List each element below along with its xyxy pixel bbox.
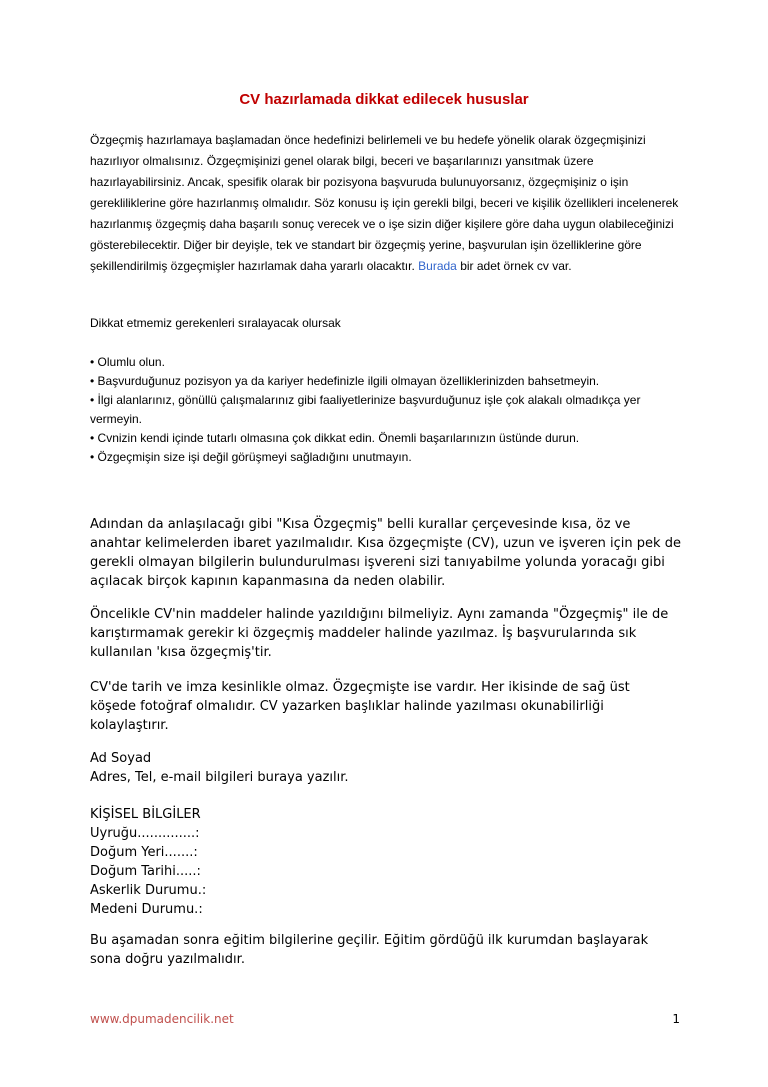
page-number: 1 [672,1012,680,1026]
intro-text: Özgeçmiş hazırlamaya başlamadan önce hedefinizi belirlemeli ve bu hedefe yönelik olarak özgeçmişinizi hazırlıyor olmalısınız. Özgeçmişinizi genel olarak bilgi, beceri ve başarılarınızı yansıtmak üzere hazırlayabilirsiniz. Ancak, spesifik olarak bir pozisyona başvuruda bulunuyorsanız, özgeçmişiniz o işin gerekliliklerine göre hazırlanmış olmalıdır. Söz konusu iş için gerekli bilgi, beceri ve kişilik özellikleri incelenerek hazırlanmış özgeçmiş daha başarılı sonuç verecek ve o işe sizin diğer kişilere göre daha uygun olabileceğinizi gösterebilecektir. Diğer bir deyişle, tek ve standart bir özgeçmiş yerine, başvurulan işin özelliklerine göre şekillendirilmiş özgeçmişler hazırlamak daha yararlı olacaktır. [90,133,679,273]
personal-field-birthplace: Doğum Yeri.......: [90,845,198,860]
personal-field-marital: Medeni Durumu.: [90,902,203,917]
page-title: CV hazırlamada dikkat edilecek hususlar [239,91,529,108]
intro-paragraph [90,130,690,277]
example-cv-link[interactable]: Burada [418,259,457,273]
personal-field-military: Askerlik Durumu.: [90,883,207,898]
list-intro: Dikkat etmemiz gerekenleri sıralayacak olursak [90,316,341,330]
list-item: • Olumlu olun. [90,355,165,369]
contact-details: Adres, Tel, e-mail bilgileri buraya yazılır. [90,770,349,785]
personal-field-birthdate: Doğum Tarihi.....: [90,864,201,879]
intro-text-after-link: bir adet örnek cv var. [460,259,572,273]
personal-field-nationality: Uyruğu..............: [90,826,200,841]
contact-name: Ad Soyad [90,751,152,766]
tips-list [90,353,690,467]
list-item: • İlgi alanlarınız, gönüllü çalışmalarınız gibi faaliyetlerinize başvurduğunuz işle çok alakalı olmadıkça yer vermeyin. [90,393,641,426]
paragraph-date-signature: CV'de tarih ve imza kesinlikle olmaz. Özgeçmişte ise vardır. Her ikisinde de sağ üst köşede fotoğraf olmalıdır. CV yazarken başlıklar halinde yazılması okunabilirliği kolaylaştırır. [90,680,630,733]
personal-info-block [90,805,690,919]
personal-info-heading: KİŞİSEL BİLGİLER [90,807,201,822]
contact-block [90,749,690,787]
paragraph-cv-format: Öncelikle CV'nin maddeler halinde yazıldığını bilmeliyiz. Aynı zamanda "Özgeçmiş" ile de karıştırmamak gerekir ki özgeçmiş maddeler halinde yazılmaz. İş başvurularında sık kullanılan 'kısa özgeçmiş'tir. [90,607,669,660]
paragraph-short-cv: Adından da anlaşılacağı gibi "Kısa Özgeçmiş" belli kurallar çerçevesinde kısa, öz ve anahtar kelimelerden ibaret yazılmalıdır. Kısa özgeçmişte (CV), uzun ve işveren için pek de gerekli olmayan bilgilerin bulundurulması işvereni sizi tanıyabilme yolunda yoracağı gibi açılacak birçok kapının kapanmasına da neden olabilir. [90,517,681,589]
footer-url: www.dpumadencilik.net [90,1012,234,1026]
list-item: • Özgeçmişin size işi değil görüşmeyi sağladığını unutmayın. [90,450,412,464]
list-item: • Başvurduğunuz pozisyon ya da kariyer hedefinizle ilgili olmayan özelliklerinizden bahsetmeyin. [90,374,600,388]
paragraph-education: Bu aşamadan sonra eğitim bilgilerine geçilir. Eğitim gördüğü ilk kurumdan başlayarak sona doğru yazılmalıdır. [90,933,649,967]
list-item: • Cvnizin kendi içinde tutarlı olmasına çok dikkat edin. Önemli başarılarınızın üstünde durun. [90,431,580,445]
